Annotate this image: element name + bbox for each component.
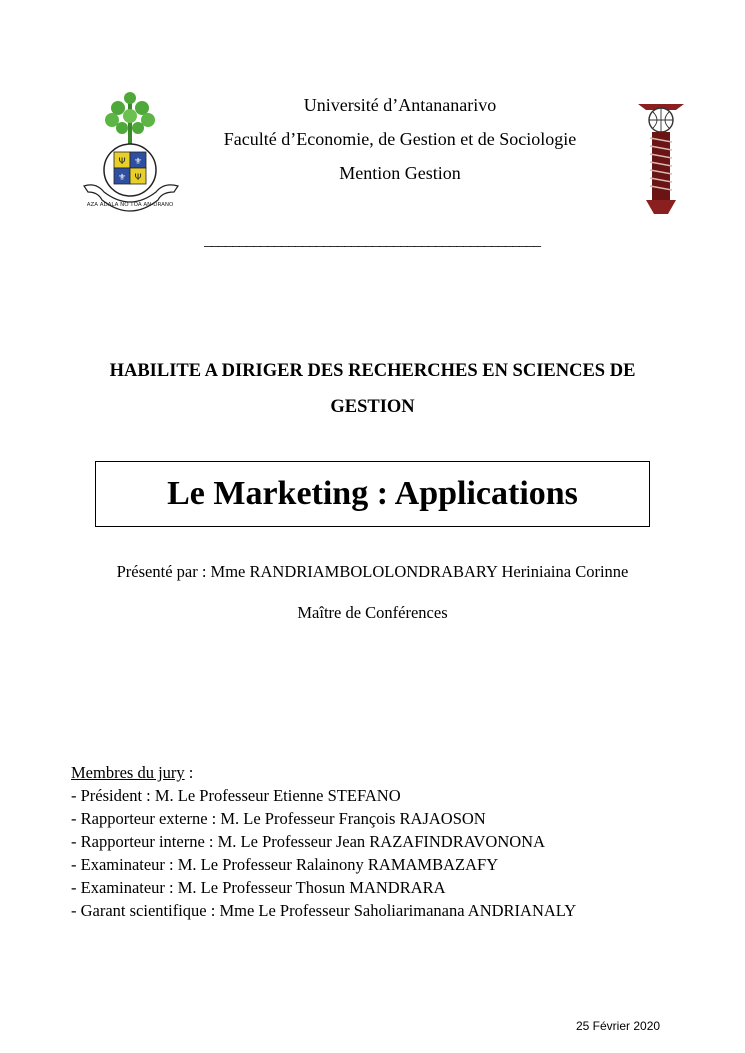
jury-member: - Examinateur : M. Le Professeur Ralainony RAMAMBAZAFY: [71, 855, 499, 874]
mention-name: Mention Gestion: [339, 163, 461, 183]
jury-member: - Rapporteur externe : M. Le Professeur François RAJAOSON: [71, 809, 486, 828]
svg-text:Ψ: Ψ: [134, 173, 142, 183]
faculty-logo: [628, 96, 694, 222]
tree-icon: [105, 92, 155, 146]
jury-heading-suffix: :: [184, 763, 194, 782]
jury-member: - Garant scientifique : Mme Le Professeur Saholiarimanana ANDRIANALY: [71, 901, 577, 920]
faculty-name: Faculté d’Economie, de Gestion et de Sociologie: [223, 129, 577, 149]
jury-heading: Membres du jury: [71, 763, 185, 782]
jury-member: - Rapporteur interne : M. Le Professeur Jean RAZAFINDRAVONONA: [71, 832, 545, 851]
university-name: Université d’Antananarivo: [303, 95, 497, 115]
degree-title-line1: HABILITE A DIRIGER DES RECHERCHES EN SCIENCES DE: [109, 361, 636, 381]
thesis-title: Le Marketing : Applications: [167, 475, 578, 512]
title-box: [95, 461, 650, 527]
svg-text:⚜: ⚜: [117, 173, 127, 183]
jury-member: - Président : M. Le Professeur Etienne STEFANO: [71, 786, 401, 805]
header-rule: ________________________________________________: [204, 232, 540, 249]
presenter-rank: Maître de Conférences: [297, 603, 448, 622]
svg-text:Ψ: Ψ: [118, 157, 126, 167]
degree-title-line2: GESTION: [330, 397, 415, 417]
jury-member: - Examinateur : M. Le Professeur Thosun MANDRARA: [71, 878, 446, 897]
svg-text:⚜: ⚜: [133, 157, 143, 167]
column-icon: [646, 132, 676, 214]
presenter-line: Présenté par : Mme RANDRIAMBOLOLONDRABARY Heriniaina Corinne: [116, 562, 629, 581]
shield-icon: [114, 152, 146, 184]
jury-heading-row: [71, 761, 193, 784]
university-crest-logo: [78, 88, 184, 226]
defense-date: 25 Février 2020: [576, 1019, 661, 1033]
crest-motto: AZA ADALA NO TOA AN-DRANO: [86, 202, 174, 208]
